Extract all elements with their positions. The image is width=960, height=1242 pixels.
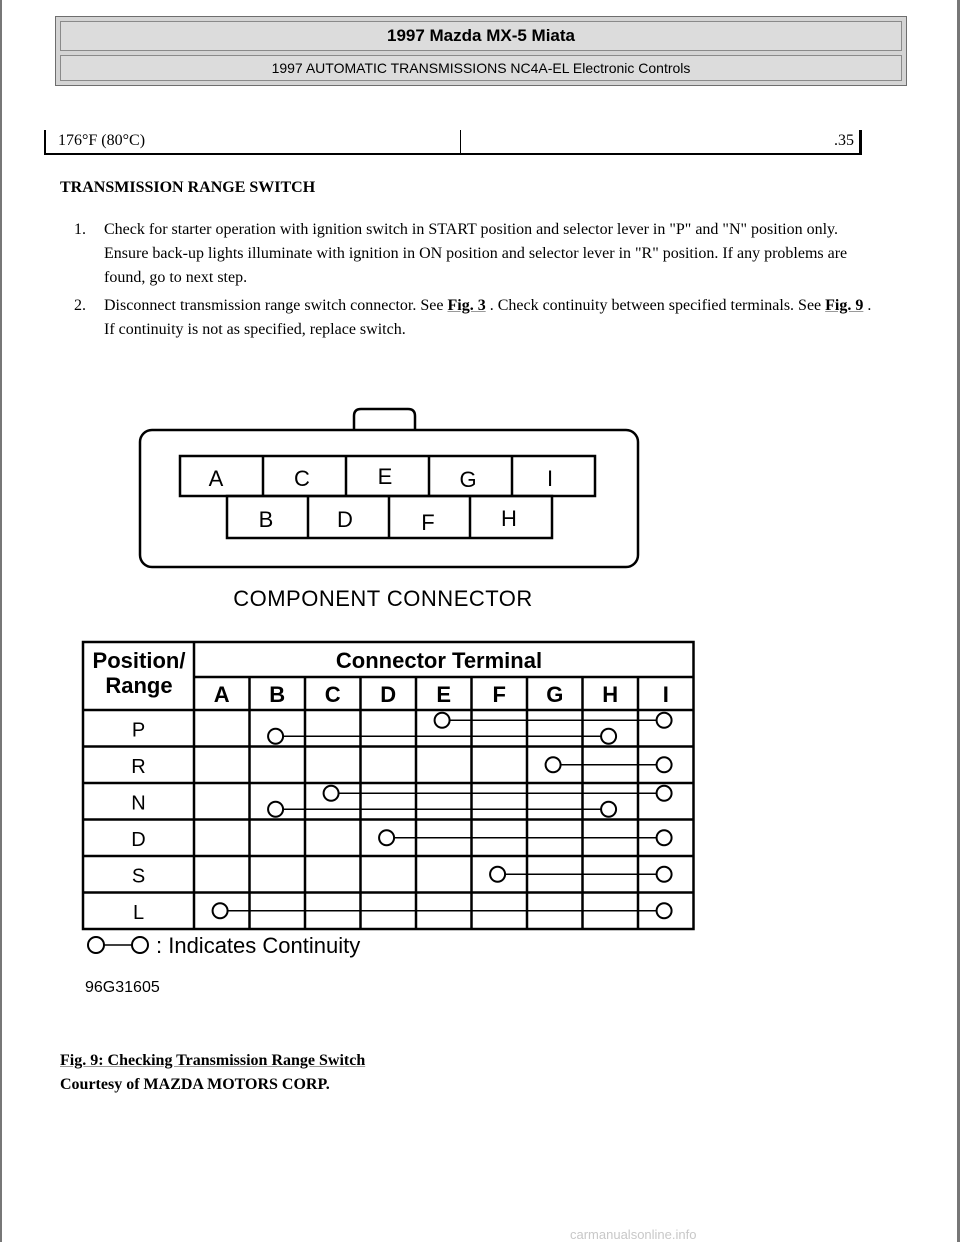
continuity-marks [213,713,672,919]
legend-terminal-marker [88,937,104,953]
fig-9-link[interactable]: Fig. 9 [825,297,864,314]
terminal-header: F [492,682,506,707]
terminal-marker [657,713,672,728]
fig-3-link[interactable]: Fig. 3 [447,297,486,314]
section-title: TRANSMISSION RANGE SWITCH [60,179,316,196]
terminal-marker [657,903,672,918]
continuity-table [83,642,694,929]
terminal-header: I [662,682,669,707]
terminal-headers [214,682,669,707]
terminal-header: H [602,682,619,707]
terminal-header: D [380,682,397,707]
component-connector [140,409,638,567]
step-text: Check for starter operation with ignition switch in START position and selector lever in "P" and "N" position only. Ensure back-up lights illuminate with ignition in ON position and selector lever in "R" position. If any problems are found, go to next step. [104,221,848,286]
pin-label: F [421,510,435,535]
terminal-marker [657,867,672,882]
terminal-marker [601,802,616,817]
position-label: D [131,828,146,851]
position-range-header: Position/ [92,648,186,673]
legend-terminal-marker [132,937,148,953]
position-label: S [131,865,146,888]
step-number: 2. [74,297,86,314]
continuity-legend [88,933,360,958]
terminal-marker [601,729,616,744]
pin-label: B [258,507,274,532]
pin-label: D [337,507,353,532]
position-label: N [131,792,146,815]
caption-title: Fig. 9: Checking Transmission Range Switch [60,1052,366,1069]
position-label: L [132,901,145,924]
terminal-header: A [213,682,230,707]
terminal-header: G [546,682,564,707]
spec-value: .35 [834,132,854,149]
terminal-marker [657,786,672,801]
terminal-marker [268,729,283,744]
terminal-header: C [324,682,341,707]
terminal-marker [546,757,561,772]
terminal-header: E [436,682,452,707]
terminal-marker [490,867,505,882]
position-label: P [131,719,146,742]
pin-label: I [546,466,554,491]
figure-caption [60,1049,365,1097]
terminal-marker [435,713,450,728]
pin-label: C [294,466,310,491]
terminal-marker [657,830,672,845]
terminal-marker [324,786,339,801]
terminal-marker [268,802,283,817]
step-number: 1. [74,221,86,238]
header-subtitle: 1997 AUTOMATIC TRANSMISSIONS NC4A-EL Electronic Controls [60,55,902,81]
terminal-marker [213,903,228,918]
terminal-header: B [269,682,286,707]
pin-label: G [459,467,477,492]
connector-label: COMPONENT CONNECTOR [233,586,533,611]
figure-id: 96G31605 [85,979,160,996]
position-label: R [131,755,146,778]
header-title: 1997 Mazda MX-5 Miata [60,21,902,51]
watermark-text: carmanualsonline.info [570,1227,697,1242]
pin-label: H [501,506,517,531]
legend-text: : Indicates Continuity [156,933,361,958]
caption-credit: Courtesy of MAZDA MOTORS CORP. [60,1076,330,1093]
position-range-header: Range [105,673,173,698]
connector-terminal-header: Connector Terminal [335,648,543,673]
spec-temperature: 176°F (80°C) [58,132,146,149]
pin-label: A [208,466,224,491]
step-text: Disconnect transmission range switch connector. See Fig. 3 . Check continuity between specified terminals. See Fig. 9 . If continuity is not as specified, replace switch. [104,297,872,338]
pin-label: E [377,464,393,489]
terminal-marker [657,757,672,772]
terminal-marker [379,830,394,845]
